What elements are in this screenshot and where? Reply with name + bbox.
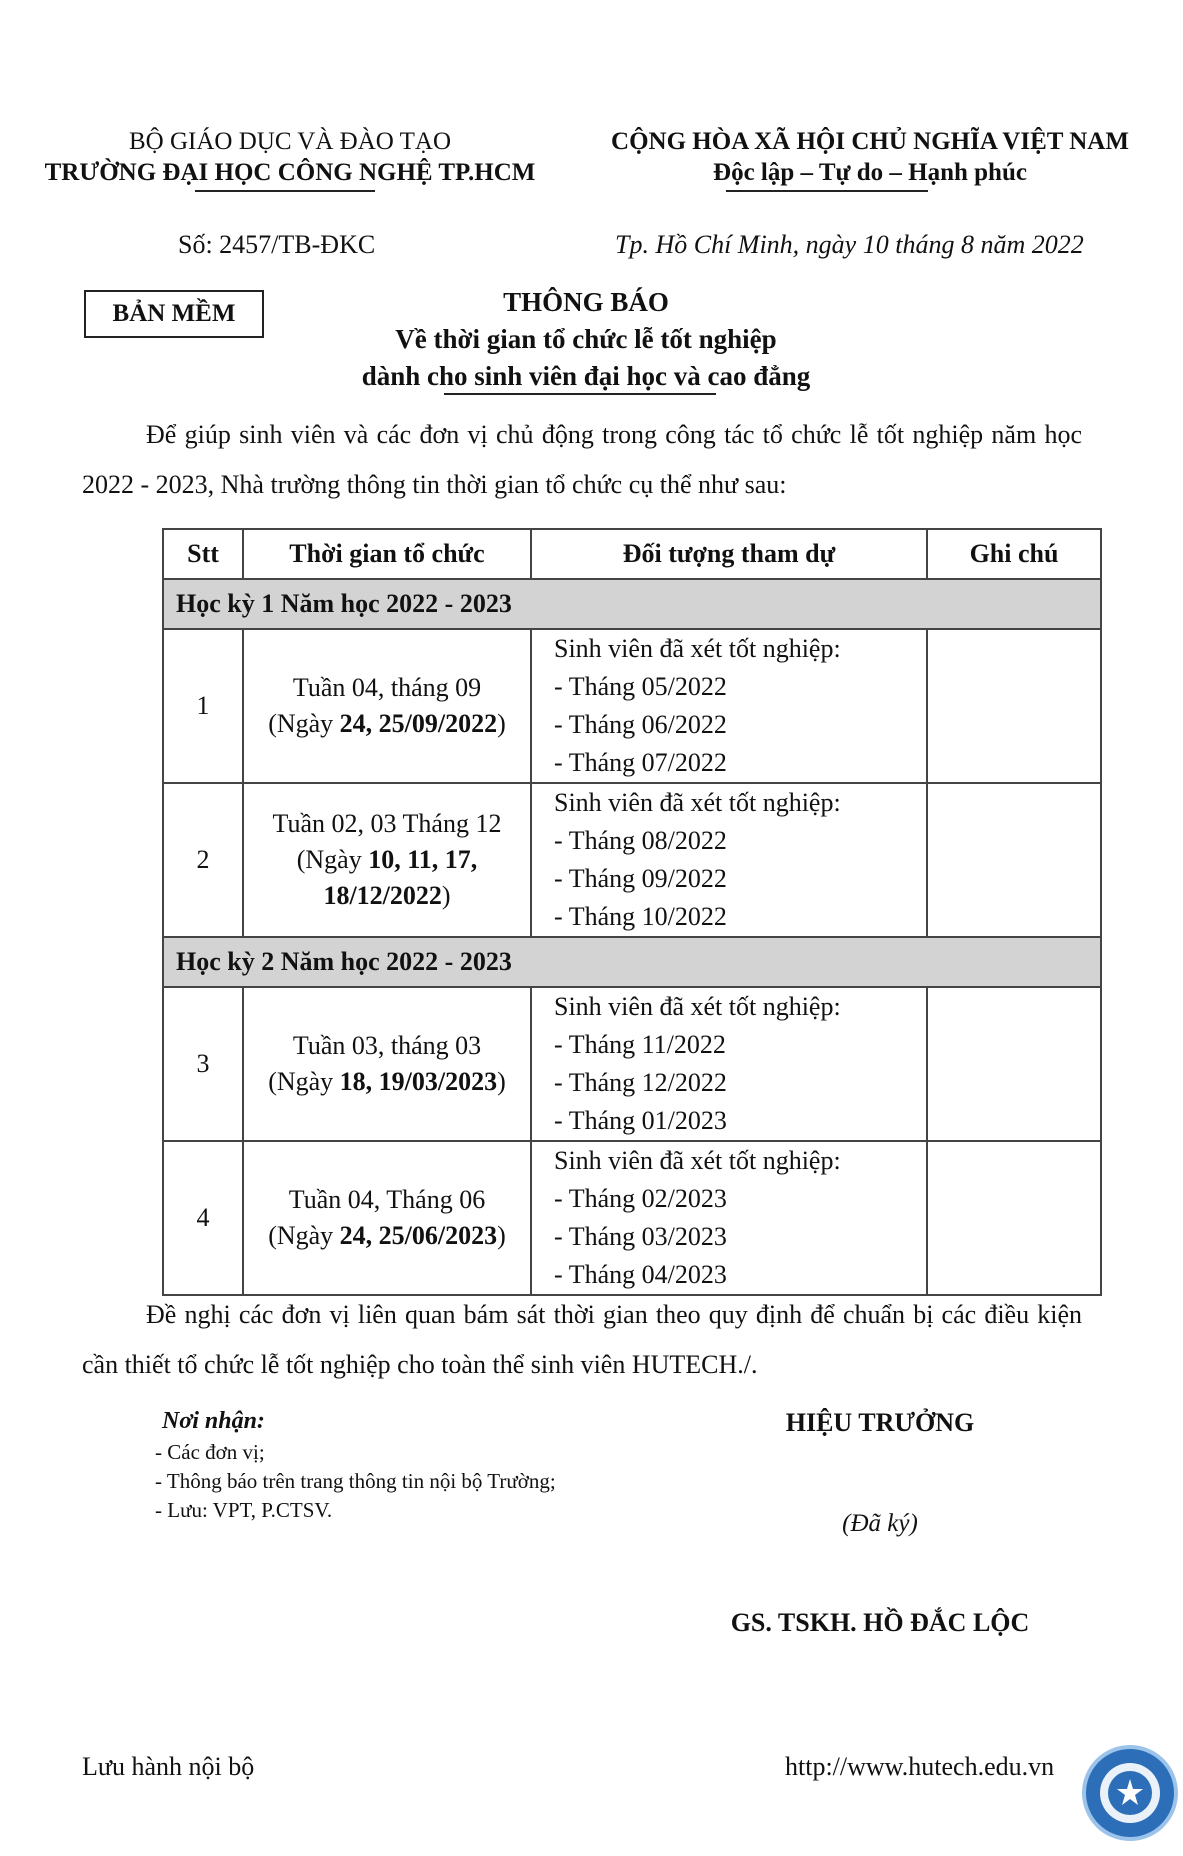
national-motto: Độc lập – Tự do – Hạnh phúc bbox=[713, 159, 1027, 186]
issuer-underline bbox=[195, 190, 375, 192]
document-date: Tp. Hồ Chí Minh, ngày 10 tháng 8 năm 2022 bbox=[615, 230, 1084, 259]
recipient-item: - Lưu: VPT, P.CTSV. bbox=[155, 1498, 333, 1522]
header-target: Đối tượng tham dự bbox=[531, 529, 927, 579]
row-target bbox=[531, 1141, 927, 1295]
semester-1-label: Học kỳ 1 Năm học 2022 - 2023 bbox=[163, 579, 1101, 629]
graduation-schedule-table bbox=[162, 528, 1102, 1296]
semester-row bbox=[163, 937, 1101, 987]
issuer-block bbox=[20, 126, 560, 188]
target-month: - Tháng 09/2022 bbox=[554, 864, 727, 893]
time-dates: (Ngày 18, 19/03/2023) bbox=[268, 1067, 506, 1096]
title-underline bbox=[444, 393, 716, 395]
row-target bbox=[531, 783, 927, 937]
document-number: Số: 2457/TB-ĐKC bbox=[178, 230, 376, 259]
target-month: - Tháng 08/2022 bbox=[554, 826, 727, 855]
target-month: - Tháng 05/2022 bbox=[554, 672, 727, 701]
table-row bbox=[163, 1141, 1101, 1295]
header-note: Ghi chú bbox=[927, 529, 1101, 579]
target-month: - Tháng 12/2022 bbox=[554, 1068, 727, 1097]
footer-internal-note: Lưu hành nội bộ bbox=[82, 1752, 255, 1781]
row-time bbox=[243, 1141, 531, 1295]
time-dates: (Ngày 10, 11, 17, bbox=[296, 845, 478, 874]
recipients-title: Nơi nhận: bbox=[162, 1408, 265, 1434]
row-time bbox=[243, 987, 531, 1141]
row-note bbox=[927, 987, 1101, 1141]
country-name: CỘNG HÒA XÃ HỘI CHỦ NGHĨA VIỆT NAM bbox=[611, 128, 1129, 155]
row-note bbox=[927, 629, 1101, 783]
intro-paragraph bbox=[82, 410, 1082, 510]
target-intro: Sinh viên đã xét tốt nghiệp: bbox=[554, 788, 841, 817]
target-month: - Tháng 03/2023 bbox=[554, 1222, 727, 1251]
motto-underline bbox=[726, 190, 928, 192]
row-time bbox=[243, 783, 531, 937]
recipients-list bbox=[155, 1438, 556, 1525]
target-intro: Sinh viên đã xét tốt nghiệp: bbox=[554, 992, 841, 1021]
semester-row bbox=[163, 579, 1101, 629]
national-motto-block bbox=[585, 126, 1155, 188]
time-week: Tuần 03, tháng 03 bbox=[292, 1031, 482, 1060]
header-stt: Stt bbox=[163, 529, 243, 579]
document-title bbox=[286, 284, 886, 395]
signer-title: HIỆU TRƯỞNG bbox=[785, 1408, 975, 1437]
row-stt: 2 bbox=[163, 783, 243, 937]
soft-copy-stamp: BẢN MỀM bbox=[84, 290, 264, 338]
table-row bbox=[163, 629, 1101, 783]
signed-note: (Đã ký) bbox=[842, 1510, 918, 1537]
row-stt: 3 bbox=[163, 987, 243, 1141]
target-month: - Tháng 11/2022 bbox=[554, 1030, 726, 1059]
time-dates: (Ngày 24, 25/09/2022) bbox=[268, 709, 506, 738]
closing-text: Đề nghị các đơn vị liên quan bám sát thời gian theo quy định để chuẩn bị các điều kiện cần thiết tổ chức lễ tốt nghiệp cho toàn thể sinh viên HUTECH./. bbox=[82, 1300, 1082, 1379]
row-stt: 1 bbox=[163, 629, 243, 783]
university-name: TRƯỜNG ĐẠI HỌC CÔNG NGHỆ TP.HCM bbox=[44, 159, 536, 186]
recipient-item: - Thông báo trên trang thông tin nội bộ Trường; bbox=[155, 1469, 556, 1493]
target-month: - Tháng 07/2022 bbox=[554, 748, 727, 777]
row-target bbox=[531, 629, 927, 783]
title-line-2: Về thời gian tổ chức lễ tốt nghiệp bbox=[395, 324, 777, 354]
row-stt: 4 bbox=[163, 1141, 243, 1295]
title-line-3: dành cho sinh viên đại học và cao đẳng bbox=[361, 361, 811, 391]
row-note bbox=[927, 1141, 1101, 1295]
target-month: - Tháng 02/2023 bbox=[554, 1184, 727, 1213]
target-intro: Sinh viên đã xét tốt nghiệp: bbox=[554, 1146, 841, 1175]
semester-2-label: Học kỳ 2 Năm học 2022 - 2023 bbox=[163, 937, 1101, 987]
time-week: Tuần 04, Tháng 06 bbox=[288, 1185, 486, 1214]
header-time: Thời gian tổ chức bbox=[243, 529, 531, 579]
closing-paragraph bbox=[82, 1290, 1082, 1390]
intro-text: Để giúp sinh viên và các đơn vị chủ động trong công tác tổ chức lễ tốt nghiệp năm học 2022 - 2023, Nhà trường thông tin thời gian tổ chức cụ thể như sau: bbox=[82, 420, 1082, 499]
time-dates-cont: 18/12/2022) bbox=[323, 881, 451, 910]
recipient-item: - Các đơn vị; bbox=[155, 1440, 265, 1464]
row-time bbox=[243, 629, 531, 783]
target-month: - Tháng 06/2022 bbox=[554, 710, 727, 739]
target-intro: Sinh viên đã xét tốt nghiệp: bbox=[554, 634, 841, 663]
target-month: - Tháng 01/2023 bbox=[554, 1106, 727, 1135]
table-header-row bbox=[163, 529, 1101, 579]
university-seal-icon bbox=[1082, 1745, 1178, 1841]
row-target bbox=[531, 987, 927, 1141]
time-week: Tuần 04, tháng 09 bbox=[292, 673, 482, 702]
footer-website-link[interactable]: http://www.hutech.edu.vn bbox=[785, 1752, 1055, 1781]
time-dates: (Ngày 24, 25/06/2023) bbox=[268, 1221, 506, 1250]
row-note bbox=[927, 783, 1101, 937]
table-row bbox=[163, 783, 1101, 937]
title-line-1: THÔNG BÁO bbox=[503, 287, 669, 317]
target-month: - Tháng 10/2022 bbox=[554, 902, 727, 931]
ministry-name: BỘ GIÁO DỤC VÀ ĐÀO TẠO bbox=[129, 128, 451, 155]
table-row bbox=[163, 987, 1101, 1141]
time-week: Tuần 02, 03 Tháng 12 bbox=[272, 809, 502, 838]
signer-name: GS. TSKH. HỒ ĐẮC LỘC bbox=[730, 1608, 1030, 1637]
seal-graphic bbox=[1086, 1749, 1174, 1837]
target-month: - Tháng 04/2023 bbox=[554, 1260, 727, 1289]
